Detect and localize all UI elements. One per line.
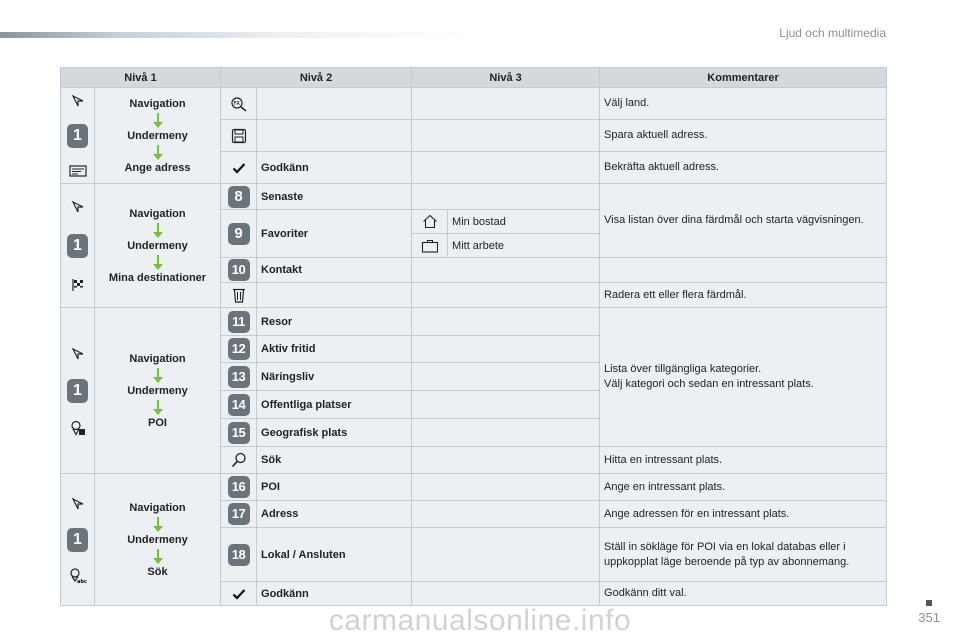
cell-icon <box>221 363 257 391</box>
menu-table <box>60 67 887 606</box>
step-badge: 8 <box>228 186 250 208</box>
cell-text: Min bostad <box>448 210 600 234</box>
cell-text: Sök <box>257 447 412 474</box>
nav-level-mina-destinationer: Mina destinationer <box>108 271 207 284</box>
comment-cell: Radera ett eller flera färdmål. <box>600 283 887 308</box>
step-badge: 14 <box>228 394 250 416</box>
cell-icon <box>221 152 257 184</box>
address-card-icon <box>67 162 89 180</box>
table-row <box>61 308 887 336</box>
cell-empty <box>412 308 600 336</box>
cell-empty <box>412 120 600 152</box>
nav-level-poi: POI <box>148 416 167 429</box>
comment-cell: Ange en intressant plats. <box>600 474 887 501</box>
comment-line: Välj kategori och sedan en intressant plats. <box>604 378 814 390</box>
comment-cell: Ställ in sökläge för POI via en lokal databas eller i uppkopplat läge beroende på typ av abonnemang. <box>600 528 887 582</box>
cell-text: POI <box>257 474 412 501</box>
step-badge: 10 <box>228 259 250 281</box>
cell-text: Näringsliv <box>257 363 412 391</box>
cell-empty <box>412 88 600 120</box>
table-header-row <box>61 68 887 88</box>
step-badge: 1 <box>67 234 88 258</box>
cell-icon <box>221 120 257 152</box>
cell-icon <box>221 210 257 258</box>
cell-icon <box>221 447 257 474</box>
comment-cell: Visa listan över dina färdmål och starta vägvisningen. <box>600 184 887 258</box>
arrow-down-icon <box>157 368 159 378</box>
arrow-down-icon <box>157 549 159 559</box>
svg-text:FR: FR <box>233 100 240 107</box>
cell-text: Geografisk plats <box>257 419 412 447</box>
step-badge: 9 <box>228 223 250 245</box>
top-decorative-bar <box>0 32 470 38</box>
step-badge: 12 <box>228 338 250 360</box>
cell-icon <box>221 391 257 419</box>
trash-icon <box>228 286 250 304</box>
navigation-arrow-icon <box>67 92 89 110</box>
cell-icon <box>221 528 257 582</box>
step-badge: 11 <box>228 311 250 333</box>
cell-text: Lokal / Ansluten <box>257 528 412 582</box>
cell-icon <box>221 419 257 447</box>
nav-level-navigation: Navigation <box>129 207 186 220</box>
cell-empty <box>412 336 600 363</box>
cell-text: Resor <box>257 308 412 336</box>
checkered-flag-icon <box>67 276 89 294</box>
comment-cell: Spara aktuell adress. <box>600 120 887 152</box>
group4-nav-path <box>95 474 221 606</box>
cell-empty <box>412 258 600 283</box>
cell-empty <box>412 582 600 606</box>
navigation-arrow-icon <box>67 345 89 363</box>
group1-level1-icons <box>61 88 95 184</box>
country-search-icon <box>228 95 250 113</box>
cell-text: Senaste <box>257 184 412 210</box>
nav-level-undermeny: Undermeny <box>127 533 188 546</box>
step-badge: 17 <box>228 503 250 525</box>
arrow-down-icon <box>157 255 159 265</box>
cell-empty <box>412 363 600 391</box>
cell-empty <box>412 501 600 528</box>
cell-icon <box>221 258 257 283</box>
group3-level1-icons <box>61 308 95 474</box>
cell-empty <box>412 283 600 308</box>
group1-nav-path <box>95 88 221 184</box>
step-badge: 1 <box>67 528 88 552</box>
svg-text:abc: abc <box>76 578 87 584</box>
group3-nav-path <box>95 308 221 474</box>
cell-empty <box>412 474 600 501</box>
cell-icon <box>412 234 448 258</box>
group2-nav-path <box>95 184 221 308</box>
comment-cell: Hitta en intressant plats. <box>600 447 887 474</box>
step-badge: 18 <box>228 544 250 566</box>
checkmark-icon <box>228 585 250 603</box>
nav-level-sok: Sök <box>147 565 168 578</box>
cell-text: Adress <box>257 501 412 528</box>
cell-text <box>257 120 412 152</box>
arrow-down-icon <box>157 113 159 123</box>
step-badge: 15 <box>228 422 250 444</box>
comment-cell: Välj land. <box>600 88 887 120</box>
arrow-down-icon <box>157 223 159 233</box>
cell-text: Aktiv fritid <box>257 336 412 363</box>
cell-icon <box>221 474 257 501</box>
navigation-arrow-icon <box>67 495 89 513</box>
search-abc-icon <box>67 567 89 585</box>
cell-text: Offentliga platser <box>257 391 412 419</box>
comment-cell: Bekräfta aktuell adress. <box>600 152 887 184</box>
cell-empty <box>412 184 600 210</box>
briefcase-icon <box>419 237 441 255</box>
nav-level-undermeny: Undermeny <box>127 239 188 252</box>
nav-level-navigation: Navigation <box>129 97 186 110</box>
cell-text: Mitt arbete <box>448 234 600 258</box>
cell-text: Favoriter <box>257 210 412 258</box>
cell-icon <box>412 210 448 234</box>
table-row <box>61 88 887 120</box>
cell-icon <box>221 501 257 528</box>
home-icon <box>419 213 441 231</box>
nav-level-navigation: Navigation <box>129 501 186 514</box>
cell-text: Kontakt <box>257 258 412 283</box>
cell-empty <box>412 447 600 474</box>
step-badge: 1 <box>67 379 88 403</box>
cell-icon <box>221 184 257 210</box>
comment-line: Lista över tillgängliga kategorier. <box>604 363 762 375</box>
cell-text <box>257 88 412 120</box>
magnifier-icon <box>228 451 250 469</box>
table-row <box>61 184 887 210</box>
header-niva3: Nivå 3 <box>412 68 600 88</box>
page-number: 351 <box>918 610 940 625</box>
header-niva1: Nivå 1 <box>61 68 221 88</box>
cell-icon <box>221 582 257 606</box>
cell-icon <box>221 283 257 308</box>
nav-level-undermeny: Undermeny <box>127 384 188 397</box>
group2-level1-icons <box>61 184 95 308</box>
cell-empty <box>412 391 600 419</box>
cell-empty <box>600 258 887 283</box>
cell-icon <box>221 336 257 363</box>
watermark: carmanualsonline.info <box>328 604 632 637</box>
step-badge: 13 <box>228 366 250 388</box>
navigation-arrow-icon <box>67 198 89 216</box>
checkmark-icon <box>228 159 250 177</box>
arrow-down-icon <box>157 517 159 527</box>
comment-cell <box>600 308 887 447</box>
nav-level-navigation: Navigation <box>129 352 186 365</box>
cell-empty <box>412 419 600 447</box>
cell-text: Godkänn <box>257 582 412 606</box>
cell-text: Godkänn <box>257 152 412 184</box>
nav-level-ange-adress: Ange adress <box>124 161 191 174</box>
table-row <box>61 474 887 501</box>
arrow-down-icon <box>157 145 159 155</box>
header-niva2: Nivå 2 <box>221 68 412 88</box>
nav-level-undermeny: Undermeny <box>127 129 188 142</box>
cell-empty <box>412 152 600 184</box>
group4-level1-icons <box>61 474 95 606</box>
arrow-down-icon <box>157 400 159 410</box>
header-kommentarer: Kommentarer <box>600 68 887 88</box>
cell-empty <box>412 528 600 582</box>
poi-pin-icon <box>67 419 89 437</box>
step-badge: 1 <box>67 124 88 148</box>
save-disk-icon <box>228 127 250 145</box>
cell-icon <box>221 308 257 336</box>
cell-icon <box>221 88 257 120</box>
cell-text <box>257 283 412 308</box>
comment-cell: Godkänn ditt val. <box>600 582 887 606</box>
comment-cell: Ange adressen för en intressant plats. <box>600 501 887 528</box>
section-title: Ljud och multimedia <box>779 26 886 40</box>
step-badge: 16 <box>228 476 250 498</box>
